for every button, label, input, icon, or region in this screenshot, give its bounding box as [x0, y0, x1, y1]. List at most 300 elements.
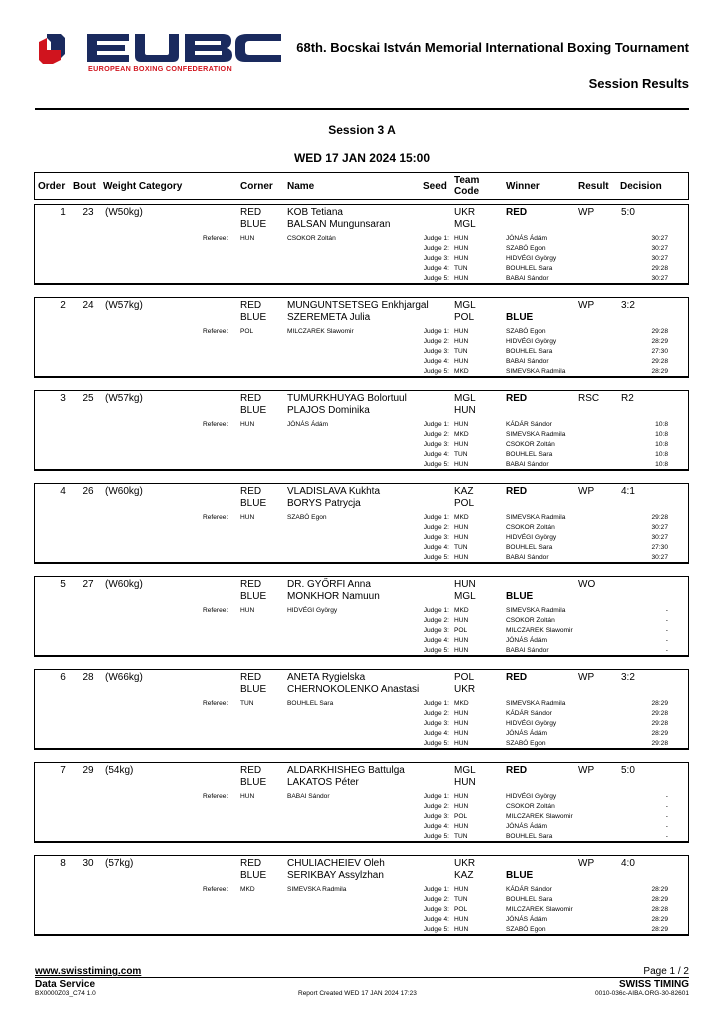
judge-country: HUN — [454, 886, 469, 893]
bout-order: 3 — [60, 393, 66, 404]
judge-name: CSOKOR Zoltán — [506, 524, 555, 531]
judge-country: HUN — [454, 534, 469, 541]
judge-label: Judge 4: — [423, 730, 449, 737]
judge-country: TUN — [454, 265, 468, 272]
judge-label: Judge 3: — [423, 441, 449, 448]
judge-label: Judge 3: — [423, 906, 449, 913]
referee-country: TUN — [240, 700, 254, 707]
footer-website[interactable]: www.swisstiming.com — [35, 966, 142, 977]
red-team-code: MGL — [454, 300, 476, 311]
judge-country: MKD — [454, 700, 469, 707]
judge-score: 30:27 — [651, 554, 668, 561]
judge-country: HUN — [454, 275, 469, 282]
referee-country: HUN — [240, 421, 255, 428]
bout-number: 24 — [82, 300, 94, 311]
judge-label: Judge 2: — [423, 803, 449, 810]
judge-score: 28:29 — [651, 700, 668, 707]
judge-country: HUN — [454, 255, 469, 262]
judge-name: BOUHLEL Sara — [506, 833, 553, 840]
judge-country: MKD — [454, 514, 469, 521]
judge-country: POL — [454, 906, 468, 913]
judge-name: CSOKOR Zoltán — [506, 441, 555, 448]
judge-country: HUN — [454, 441, 469, 448]
corner-blue: BLUE — [240, 405, 267, 416]
footer-data-service: Data Service — [35, 979, 96, 990]
judge-name: SZABÓ Egon — [506, 245, 546, 252]
judge-score: 28:29 — [651, 886, 668, 893]
blue-team-code: HUN — [454, 405, 476, 416]
decision: 5:0 — [621, 207, 635, 218]
judge-country: HUN — [454, 421, 469, 428]
corner-red: RED — [240, 207, 262, 218]
bout-block — [34, 855, 689, 936]
decision: 5:0 — [621, 765, 635, 776]
bout-order: 5 — [60, 579, 66, 590]
footer-swiss-timing: SWISS TIMING — [619, 979, 689, 990]
judge-label: Judge 1: — [423, 607, 449, 614]
bout-order: 7 — [60, 765, 66, 776]
judge-label: Judge 2: — [423, 710, 449, 717]
bout-block — [34, 762, 689, 843]
red-boxer-name: MUNGUNTSETSEG Enkhjargal — [287, 300, 429, 311]
judge-country: TUN — [454, 896, 468, 903]
referee-country: HUN — [240, 514, 255, 521]
judge-label: Judge 2: — [423, 338, 449, 345]
session-datetime: WED 17 JAN 2024 15:00 — [293, 151, 431, 165]
result: WP — [578, 207, 595, 218]
judge-name: BOUHLEL Sara — [506, 896, 553, 903]
judge-score: 30:27 — [651, 235, 668, 242]
judge-name: JÓNÁS Ádám — [506, 235, 548, 242]
judge-name: JÓNÁS Ádám — [506, 823, 548, 830]
corner-blue: BLUE — [240, 591, 267, 602]
judge-name: CSOKOR Zoltán — [506, 617, 555, 624]
blue-boxer-name: MONKHOR Namuun — [287, 591, 380, 602]
bout-number: 26 — [82, 486, 94, 497]
blue-boxer-name: LAKATOS Péter — [287, 777, 359, 788]
judge-name: SIMEVSKA Radmila — [506, 431, 566, 438]
referee-name: HIDVÉGI György — [287, 607, 338, 614]
judge-label: Judge 2: — [423, 896, 449, 903]
judge-score: 30:27 — [651, 275, 668, 282]
judge-score: 10:8 — [655, 451, 668, 458]
judge-country: HUN — [454, 554, 469, 561]
result: WP — [578, 300, 595, 311]
judge-name: SIMEVSKA Radmila — [506, 700, 566, 707]
judge-country: TUN — [454, 348, 468, 355]
winner-corner: BLUE — [506, 591, 534, 602]
col-winner: Winner — [506, 181, 540, 192]
judge-country: HUN — [454, 926, 469, 933]
referee-name: MILCZAREK Slawomir — [287, 328, 354, 335]
col-decision: Decision — [620, 181, 662, 192]
judge-name: BABAI Sándor — [506, 275, 549, 282]
judge-score: - — [665, 813, 668, 820]
bout-block — [34, 297, 689, 378]
judge-label: Judge 5: — [423, 554, 449, 561]
judge-score: 29:28 — [651, 265, 668, 272]
judge-label: Judge 5: — [423, 740, 449, 747]
judge-label: Judge 2: — [423, 431, 449, 438]
footer-divider — [35, 977, 689, 978]
judge-label: Judge 1: — [423, 328, 449, 335]
judge-name: JÓNÁS Ádám — [506, 916, 548, 923]
judge-country: HUN — [454, 617, 469, 624]
judge-name: SIMEVSKA Radmila — [506, 514, 566, 521]
judge-score: 10:8 — [655, 461, 668, 468]
bout-number: 25 — [82, 393, 94, 404]
judge-country: HUN — [454, 803, 469, 810]
judge-score: 29:28 — [651, 514, 668, 521]
judge-name: BOUHLEL Sara — [506, 451, 553, 458]
judge-score: 29:28 — [651, 328, 668, 335]
corner-red: RED — [240, 765, 262, 776]
col-seed: Seed — [423, 181, 447, 192]
judge-name: JÓNÁS Ádám — [506, 730, 548, 737]
red-boxer-name: VLADISLAVA Kukhta — [287, 486, 381, 497]
judge-country: HUN — [454, 740, 469, 747]
judge-label: Judge 2: — [423, 524, 449, 531]
col-team-code — [454, 175, 479, 197]
judge-country: HUN — [454, 235, 469, 242]
judge-name: BABAI Sándor — [506, 358, 549, 365]
judge-name: BOUHLEL Sara — [506, 265, 553, 272]
judge-score: 30:27 — [651, 245, 668, 252]
referee-country: HUN — [240, 793, 255, 800]
bout-block — [34, 576, 689, 657]
corner-red: RED — [240, 300, 262, 311]
judge-country: HUN — [454, 823, 469, 830]
footer-ref-code: 0010-036c-AIBA.ORG-30-82601 — [595, 990, 689, 997]
tournament-title: 68th. Bocskai István Memorial International Boxing Tournament — [296, 40, 689, 55]
judge-label: Judge 3: — [423, 255, 449, 262]
referee-country: MKD — [240, 886, 255, 893]
judge-score: - — [665, 627, 668, 634]
winner-corner: RED — [506, 765, 528, 776]
col-corner: Corner — [240, 181, 273, 192]
judge-country: TUN — [454, 833, 468, 840]
blue-team-code: UKR — [454, 684, 476, 695]
judge-country: HUN — [454, 916, 469, 923]
blue-team-code: POL — [454, 498, 475, 509]
corner-red: RED — [240, 672, 262, 683]
corner-blue: BLUE — [240, 498, 267, 509]
referee-country: HUN — [240, 235, 255, 242]
bout-number: 27 — [82, 579, 94, 590]
red-boxer-name: CHULIACHEIEV Oleh — [287, 858, 385, 869]
logo-subtitle: EUROPEAN BOXING CONFEDERATION — [88, 64, 232, 73]
judge-score: 30:27 — [651, 255, 668, 262]
bout-block — [34, 669, 689, 750]
judge-label: Judge 5: — [423, 368, 449, 375]
red-team-code: UKR — [454, 858, 476, 869]
referee-name: JÓNÁS Ádám — [287, 421, 329, 428]
page-heading: Session Results — [588, 76, 689, 91]
weight-category: (W57kg) — [105, 393, 143, 404]
judge-score: 28:29 — [651, 916, 668, 923]
referee-label: Referee: — [203, 235, 229, 242]
judge-name: MILCZAREK Slawomir — [506, 627, 573, 634]
bout-number: 28 — [82, 672, 94, 683]
judge-name: KÁDÁR Sándor — [506, 710, 552, 717]
red-team-code: UKR — [454, 207, 476, 218]
judge-label: Judge 4: — [423, 265, 449, 272]
judge-score: 10:8 — [655, 431, 668, 438]
bout-order: 8 — [60, 858, 66, 869]
judge-name: SZABÓ Egon — [506, 740, 546, 747]
judge-label: Judge 4: — [423, 637, 449, 644]
bout-block — [34, 483, 689, 564]
weight-category: (W57kg) — [105, 300, 143, 311]
judge-country: HUN — [454, 245, 469, 252]
corner-red: RED — [240, 858, 262, 869]
judge-name: HIDVÉGI György — [506, 534, 557, 541]
judge-score: - — [665, 793, 668, 800]
judge-country: HUN — [454, 730, 469, 737]
judge-country: MKD — [454, 607, 469, 614]
red-team-code: HUN — [454, 579, 476, 590]
red-boxer-name: ALDARKHISHEG Battulga — [287, 765, 405, 776]
judge-label: Judge 3: — [423, 813, 449, 820]
referee-label: Referee: — [203, 607, 229, 614]
eubc-logo — [37, 32, 282, 66]
judge-label: Judge 1: — [423, 793, 449, 800]
result: WP — [578, 672, 595, 683]
footer-doc-code: BX0000Z03_C74 1.0 — [35, 990, 96, 997]
judge-name: HIDVÉGI György — [506, 793, 557, 800]
bout-number: 29 — [82, 765, 94, 776]
judge-score: - — [665, 647, 668, 654]
judge-country: HUN — [454, 647, 469, 654]
referee-label: Referee: — [203, 700, 229, 707]
red-team-code: KAZ — [454, 486, 474, 497]
weight-category: (W60kg) — [105, 486, 143, 497]
judge-name: JÓNÁS Ádám — [506, 637, 548, 644]
corner-red: RED — [240, 393, 262, 404]
blue-boxer-name: SZEREMETA Julia — [287, 312, 371, 323]
result: WO — [578, 579, 596, 590]
winner-corner: RED — [506, 672, 528, 683]
weight-category: (54kg) — [105, 765, 134, 776]
judge-country: HUN — [454, 720, 469, 727]
judge-label: Judge 4: — [423, 544, 449, 551]
corner-blue: BLUE — [240, 777, 267, 788]
col-weight: Weight Category — [103, 181, 183, 192]
judge-score: 10:8 — [655, 441, 668, 448]
bout-block — [34, 204, 689, 285]
red-boxer-name: ANETA Rygielska — [287, 672, 366, 683]
judge-name: BABAI Sándor — [506, 461, 549, 468]
judge-name: HIDVÉGI György — [506, 255, 557, 262]
judge-name: MILCZAREK Slawomir — [506, 813, 573, 820]
judge-name: KÁDÁR Sándor — [506, 421, 552, 428]
blue-team-code: HUN — [454, 777, 476, 788]
blue-boxer-name: PLAJOS Dominika — [287, 405, 370, 416]
judge-country: HUN — [454, 328, 469, 335]
judge-label: Judge 5: — [423, 647, 449, 654]
judge-label: Judge 3: — [423, 627, 449, 634]
judge-score: 28:29 — [651, 368, 668, 375]
referee-name: BABAI Sándor — [287, 793, 330, 800]
blue-boxer-name: BALSAN Mungunsaran — [287, 219, 391, 230]
judge-country: POL — [454, 627, 468, 634]
judge-label: Judge 4: — [423, 916, 449, 923]
judge-label: Judge 1: — [423, 700, 449, 707]
col-order: Order — [38, 181, 66, 192]
judge-label: Judge 1: — [423, 886, 449, 893]
judge-label: Judge 2: — [423, 245, 449, 252]
judge-name: MILCZAREK Slawomir — [506, 906, 573, 913]
result: WP — [578, 858, 595, 869]
judge-country: HUN — [454, 461, 469, 468]
judge-country: HUN — [454, 793, 469, 800]
corner-blue: BLUE — [240, 219, 267, 230]
judge-name: BABAI Sándor — [506, 554, 549, 561]
bout-order: 6 — [60, 672, 66, 683]
judge-name: SIMEVSKA Radmila — [506, 368, 566, 375]
judge-label: Judge 1: — [423, 235, 449, 242]
eubc-emblem-icon — [39, 34, 65, 64]
red-boxer-name: DR. GYŐRFI Anna — [287, 579, 371, 590]
winner-corner: RED — [506, 207, 528, 218]
judge-country: HUN — [454, 524, 469, 531]
judge-score: 28:29 — [651, 926, 668, 933]
judge-country: HUN — [454, 338, 469, 345]
judge-score: 28:29 — [651, 730, 668, 737]
judge-name: SIMEVSKA Radmila — [506, 607, 566, 614]
judge-label: Judge 4: — [423, 451, 449, 458]
judge-score: - — [665, 803, 668, 810]
judge-score: - — [665, 617, 668, 624]
col-team-code-line2: Code — [454, 186, 479, 197]
judge-score: 29:28 — [651, 358, 668, 365]
bout-order: 2 — [60, 300, 66, 311]
decision: 3:2 — [621, 300, 635, 311]
result: WP — [578, 765, 595, 776]
footer-report-created: Report Created WED 17 JAN 2024 17:23 — [298, 990, 417, 997]
result: RSC — [578, 393, 600, 404]
winner-corner: BLUE — [506, 870, 534, 881]
judge-label: Judge 5: — [423, 833, 449, 840]
judge-name: SZABÓ Egon — [506, 328, 546, 335]
judge-name: BOUHLEL Sara — [506, 348, 553, 355]
corner-blue: BLUE — [240, 870, 267, 881]
judge-name: CSOKOR Zoltán — [506, 803, 555, 810]
judge-label: Judge 1: — [423, 514, 449, 521]
bout-order: 1 — [60, 207, 66, 218]
blue-team-code: KAZ — [454, 870, 474, 881]
blue-boxer-name: BORYS Patrycja — [287, 498, 361, 509]
judge-label: Judge 4: — [423, 358, 449, 365]
blue-boxer-name: CHERNOKOLENKO Anastasi — [287, 684, 420, 695]
bout-number: 23 — [82, 207, 94, 218]
result: WP — [578, 486, 595, 497]
referee-name: SZABÓ Egon — [287, 514, 327, 521]
judge-country: TUN — [454, 451, 468, 458]
judge-score: 28:28 — [651, 906, 668, 913]
judge-country: TUN — [454, 544, 468, 551]
col-bout: Bout — [73, 181, 96, 192]
corner-red: RED — [240, 579, 262, 590]
judge-label: Judge 3: — [423, 534, 449, 541]
judge-score: 29:28 — [651, 710, 668, 717]
blue-boxer-name: SERIKBAY Assylzhan — [287, 870, 384, 881]
red-team-code: MGL — [454, 393, 476, 404]
judge-name: KÁDÁR Sándor — [506, 886, 552, 893]
red-boxer-name: KOB Tetiana — [287, 207, 343, 218]
judge-name: HIDVÉGI György — [506, 338, 557, 345]
weight-category: (W50kg) — [105, 207, 143, 218]
corner-red: RED — [240, 486, 262, 497]
referee-label: Referee: — [203, 328, 229, 335]
judge-name: BABAI Sándor — [506, 647, 549, 654]
bout-order: 4 — [60, 486, 66, 497]
col-team-code-line1: Team — [454, 175, 480, 186]
session-name: Session 3 A — [328, 123, 396, 137]
judge-score: 28:29 — [651, 338, 668, 345]
winner-corner: RED — [506, 393, 528, 404]
judge-label: Judge 1: — [423, 421, 449, 428]
judge-score: 10:8 — [655, 421, 668, 428]
referee-country: HUN — [240, 607, 255, 614]
judge-label: Judge 5: — [423, 275, 449, 282]
judge-label: Judge 5: — [423, 461, 449, 468]
judge-score: - — [665, 607, 668, 614]
referee-label: Referee: — [203, 514, 229, 521]
judge-country: MKD — [454, 368, 469, 375]
judge-score: 28:29 — [651, 896, 668, 903]
blue-team-code: POL — [454, 312, 475, 323]
judge-label: Judge 2: — [423, 617, 449, 624]
judge-score: 27:30 — [651, 348, 668, 355]
referee-label: Referee: — [203, 421, 229, 428]
weight-category: (W66kg) — [105, 672, 143, 683]
judge-label: Judge 5: — [423, 926, 449, 933]
judge-score: 30:27 — [651, 534, 668, 541]
judge-country: MKD — [454, 431, 469, 438]
judge-score: 29:28 — [651, 720, 668, 727]
weight-category: (57kg) — [105, 858, 134, 869]
judge-score: 27:30 — [651, 544, 668, 551]
judge-score: - — [665, 833, 668, 840]
col-name: Name — [287, 181, 315, 192]
decision: 3:2 — [621, 672, 635, 683]
judge-name: HIDVÉGI György — [506, 720, 557, 727]
decision: 4:1 — [621, 486, 635, 497]
judge-score: 29:28 — [651, 740, 668, 747]
weight-category: (W60kg) — [105, 579, 143, 590]
referee-label: Referee: — [203, 793, 229, 800]
judge-country: POL — [454, 813, 468, 820]
red-team-code: MGL — [454, 765, 476, 776]
footer-page-number: Page 1 / 2 — [643, 966, 689, 977]
blue-team-code: MGL — [454, 591, 476, 602]
judge-country: HUN — [454, 358, 469, 365]
bout-number: 30 — [82, 858, 94, 869]
referee-label: Referee: — [203, 886, 229, 893]
winner-corner: RED — [506, 486, 528, 497]
corner-blue: BLUE — [240, 684, 267, 695]
judge-label: Judge 4: — [423, 823, 449, 830]
red-team-code: POL — [454, 672, 475, 683]
col-result: Result — [578, 181, 609, 192]
blue-team-code: MGL — [454, 219, 476, 230]
judge-name: SZABÓ Egon — [506, 926, 546, 933]
corner-blue: BLUE — [240, 312, 267, 323]
referee-name: BOUHLEL Sara — [287, 700, 334, 707]
referee-name: CSOKOR Zoltán — [287, 235, 336, 242]
decision: 4:0 — [621, 858, 635, 869]
